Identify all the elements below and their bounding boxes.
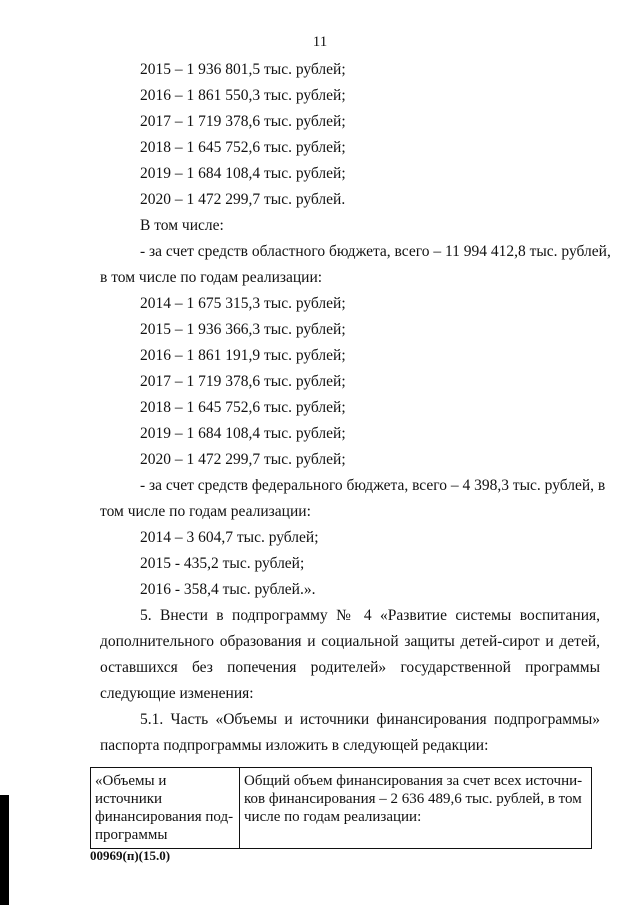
cell-line: ков финансирования – 2 636 489,6 тыс. рублей, в том <box>244 791 582 807</box>
year-line: 2014 – 1 675 315,3 тыс. рублей; <box>140 295 346 312</box>
regional-budget-line: - за счет средств областного бюджета, всего – 11 994 412,8 тыс. рублей, <box>140 243 611 260</box>
regional-budget-line-cont: в том числе по годам реализации: <box>100 269 323 286</box>
year-line: 2016 – 1 861 191,9 тыс. рублей; <box>140 347 346 364</box>
year-line: 2015 – 1 936 366,3 тыс. рублей; <box>140 321 346 338</box>
item-5-1-text: 5.1. Часть «Объемы и источники финансирования подпрограммы» <box>140 711 600 728</box>
year-line: 2014 – 3 604,7 тыс. рублей; <box>140 529 319 546</box>
table-row <box>91 768 592 849</box>
item-5-1-text: паспорта подпрограммы изложить в следующей редакции: <box>100 737 489 754</box>
year-line: 2017 – 1 719 378,6 тыс. рублей; <box>140 373 346 390</box>
federal-budget-line: - за счет средств федерального бюджета, всего – 4 398,3 тыс. рублей, в <box>140 477 606 494</box>
federal-budget-line-cont: том числе по годам реализации: <box>100 503 311 520</box>
cell-line: числе по годам реализации: <box>244 809 422 825</box>
cell-line: «Объемы и источники <box>95 773 167 807</box>
item-5-text: дополнительного образования и социальной защиты детей-сирот и детей, <box>100 633 600 650</box>
passport-table <box>90 767 592 849</box>
year-line: 2017 – 1 719 378,6 тыс. рублей; <box>140 113 346 130</box>
including-label: В том числе: <box>140 217 224 234</box>
year-line: 2020 – 1 472 299,7 тыс. рублей; <box>140 451 346 468</box>
document-code: 00969(п)(15.0) <box>90 848 171 863</box>
year-line: 2016 – 1 861 550,3 тыс. рублей; <box>140 87 346 104</box>
year-line: 2020 – 1 472 299,7 тыс. рублей. <box>140 191 346 208</box>
item-5-text: оставшихся без попечения родителей» государственной программы <box>100 659 600 676</box>
year-line: 2015 - 435,2 тыс. рублей; <box>140 555 305 572</box>
cell-line: программы <box>95 827 168 843</box>
table-cell-label <box>91 768 240 849</box>
year-line: 2016 - 358,4 тыс. рублей.». <box>140 581 316 598</box>
item-5-text: следующие изменения: <box>100 685 254 702</box>
year-line: 2019 – 1 684 108,4 тыс. рублей; <box>140 425 346 442</box>
year-line: 2018 – 1 645 752,6 тыс. рублей; <box>140 399 346 416</box>
scan-edge-mark <box>0 795 9 905</box>
year-line: 2019 – 1 684 108,4 тыс. рублей; <box>140 165 346 182</box>
cell-line: Общий объем финансирования за счет всех источни- <box>244 773 583 789</box>
table-cell-value <box>240 768 592 849</box>
year-line: 2015 – 1 936 801,5 тыс. рублей; <box>140 61 346 78</box>
year-line: 2018 – 1 645 752,6 тыс. рублей; <box>140 139 346 156</box>
page-number: 11 <box>312 34 328 50</box>
cell-line: финансирования под- <box>95 809 234 825</box>
item-5-text: 5. Внести в подпрограмму № 4 «Развитие системы воспитания, <box>140 607 600 624</box>
